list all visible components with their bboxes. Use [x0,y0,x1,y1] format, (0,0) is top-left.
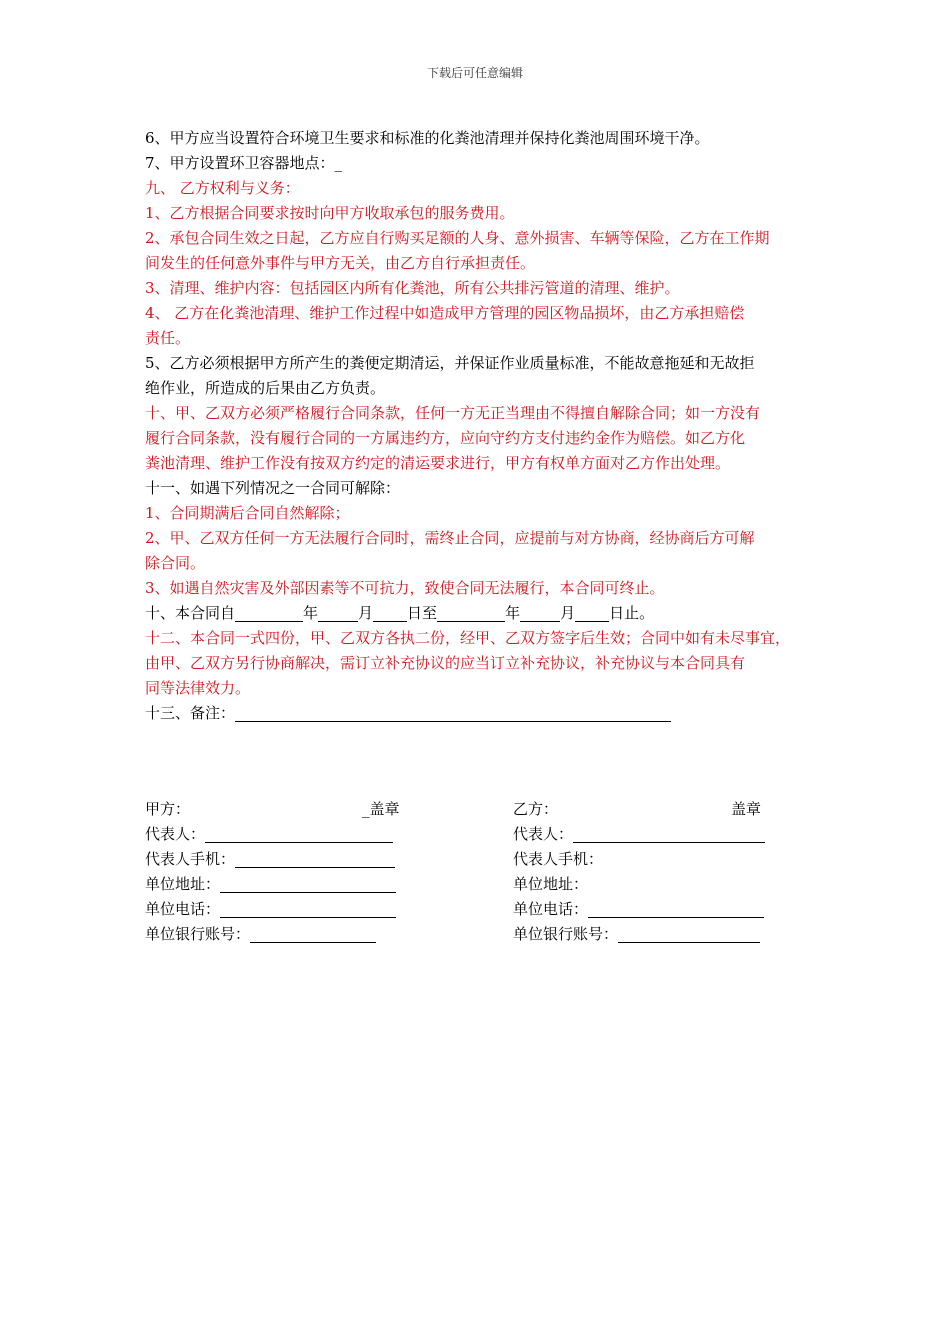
party-a-seal: _盖章 [362,800,400,818]
clause-line: 3、清理、维护内容：包括园区内所有化粪池，所有公共排污管道的清理、维护。 [145,279,680,297]
term-end-day-blank[interactable] [575,603,609,622]
party-a-tel-blank[interactable] [220,899,396,918]
party-b-rep-blank[interactable] [573,824,765,843]
clause-line: 3、如遇自然灾害及外部因素等不可抗力，致使合同无法履行，本合同可终止。 [145,579,665,597]
party-b-rep-label: 代表人： [513,825,574,843]
clauses-block-1 [145,126,815,601]
clause-line: 责任。 [145,329,191,347]
clause-line: 间发生的任何意外事件与甲方无关，由乙方自行承担责任。 [145,254,536,272]
party-b-address-label: 单位地址： [513,875,589,893]
sig-row-address [145,872,815,897]
clause-line: 1、乙方根据合同要求按时向甲方收取承包的服务费用。 [145,204,515,222]
party-a-address-blank[interactable] [220,874,396,893]
party-b-bank-label: 单位银行账号： [513,925,619,943]
page-header: 下载后可任意编辑 [426,66,523,80]
party-b-tel-label: 单位电话： [513,900,589,918]
signature-section [145,797,815,947]
sig-row-rep [145,822,815,847]
party-a-rep-blank[interactable] [205,824,393,843]
clause-line: 由甲、乙双方另行协商解决，需订立补充协议的应当订立补充协议，补充协议与本合同具有 [145,654,746,672]
sig-row-bank [145,922,815,947]
clause-line: 粪池清理、维护工作没有按双方约定的清运要求进行，甲方有权单方面对乙方作出处理。 [145,454,731,472]
remark-line [145,701,815,726]
party-a-bank-blank[interactable] [250,924,376,943]
term-end-month-blank[interactable] [520,603,560,622]
sig-row-tel [145,897,815,922]
clause-line: 7、甲方设置环卫容器地点：_ [145,154,343,172]
term-month2-label: 月 [560,604,576,622]
sig-row-party [145,797,815,822]
term-year1-label: 年 [303,604,319,622]
contract-body [145,126,815,726]
clause-line: 十一、如遇下列情况之一合同可解除： [145,479,401,497]
term-month1-label: 月 [358,604,374,622]
clause-line: 6、甲方应当设置符合环境卫生要求和标准的化粪池清理并保持化粪池周围环境干净。 [145,129,710,147]
remark-label: 十三、备注： [145,704,236,722]
term-start-month-blank[interactable] [318,603,358,622]
party-a-label: 甲方： [145,800,191,818]
party-b-seal: 盖章 [731,800,762,818]
party-a-bank-label: 单位银行账号： [145,925,251,943]
term-end-year-blank[interactable] [437,603,505,622]
party-b-phone-label: 代表人手机： [513,850,604,868]
party-a-phone-blank[interactable] [235,849,395,868]
party-a-address-label: 单位地址： [145,875,221,893]
term-day1-label: 日至 [407,604,438,622]
party-a-tel-label: 单位电话： [145,900,221,918]
clause-line: 4、 乙方在化粪池清理、维护工作过程中如造成甲方管理的园区物品损坏，由乙方承担赔偿 [145,304,745,322]
clause-line: 绝作业，所造成的后果由乙方负责。 [145,379,386,397]
clause-line: 2、承包合同生效之日起，乙方应自行购买足额的人身、意外损害、车辆等保险，乙方在工作期 [145,229,770,247]
clause-line: 除合同。 [145,554,206,572]
party-a-rep-label: 代表人： [145,825,206,843]
remark-blank[interactable] [235,703,671,722]
clause-line: 九、 乙方权利与义务： [145,179,300,197]
term-year2-label: 年 [505,604,521,622]
clause-line: 1、合同期满后合同自然解除； [145,504,350,522]
party-b-bank-blank[interactable] [618,924,760,943]
party-b-tel-blank[interactable] [588,899,764,918]
contract-term-line [145,601,815,626]
clause-line: 十、甲、乙双方必须严格履行合同条款，任何一方无正当理由不得擅自解除合同；如一方没有 [145,404,761,422]
term-start-day-blank[interactable] [373,603,407,622]
sig-row-phone [145,847,815,872]
party-b-label: 乙方： [513,800,559,818]
clause-line: 同等法律效力。 [145,679,251,697]
clause-line: 2、甲、乙双方任何一方无法履行合同时，需终止合同，应提前与对方协商，经协商后方可解 [145,529,755,547]
clause-line: 5、乙方必须根据甲方所产生的粪便定期清运，并保证作业质量标准，不能故意拖延和无故拒 [145,354,755,372]
term-end-label: 日止。 [609,604,655,622]
clause-line: 十二、本合同一式四份，甲、乙双方各执二份，经甲、乙双方签字后生效；合同中如有未尽事宜， [145,629,791,647]
term-start-year-blank[interactable] [235,603,303,622]
clauses-block-2 [145,626,815,701]
term-prefix: 十、本合同自 [145,604,236,622]
clause-line: 履行合同条款，没有履行合同的一方属违约方，应向守约方支付违约金作为赔偿。如乙方化 [145,429,746,447]
party-a-phone-label: 代表人手机： [145,850,236,868]
